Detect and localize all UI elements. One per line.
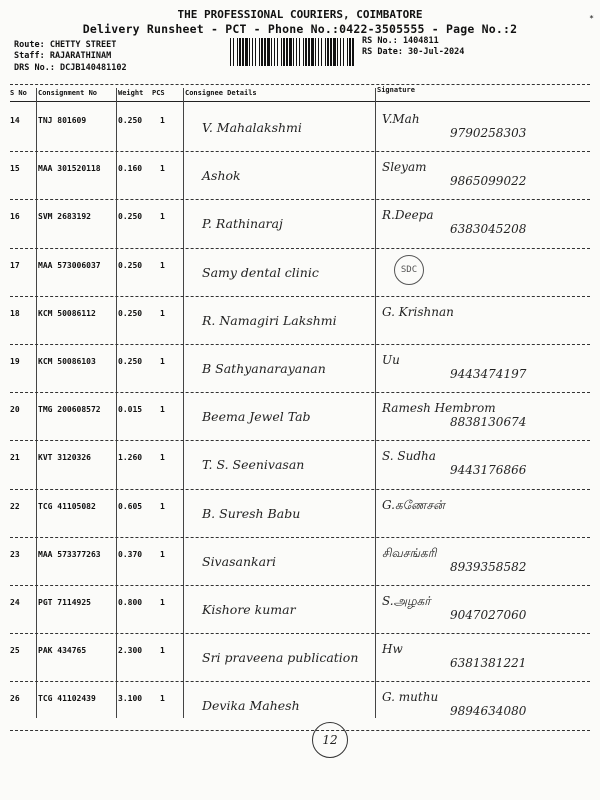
row-pcs: 1 [160, 116, 165, 125]
barcode-bar [286, 38, 288, 66]
table-row [10, 586, 590, 634]
barcode-bar [347, 38, 348, 66]
route-label: Route: CHETTY STREET [14, 40, 117, 50]
row-consignee: Beema Jewel Tab [202, 409, 311, 425]
row-consignee: Sivasankari [202, 553, 276, 569]
barcode-bar [315, 38, 316, 66]
barcode-bar [245, 38, 248, 66]
row-consignment-no: MAA 573006037 [38, 260, 101, 270]
row-consignee: Samy dental clinic [202, 264, 319, 280]
row-stamp: SDC [394, 255, 424, 285]
table-row [10, 682, 590, 730]
barcode-bar [274, 38, 275, 66]
barcode-bar [249, 38, 250, 66]
row-pcs: 1 [160, 501, 165, 511]
table-row [10, 152, 590, 200]
row-consignee: B Sathyanarayanan [202, 361, 326, 376]
barcode-bar [299, 38, 300, 66]
row-sno: 24 [10, 598, 20, 607]
row-consignee: Ashok [202, 168, 241, 184]
row-weight: 3.100 [118, 694, 143, 704]
barcode-bar [308, 38, 310, 66]
row-pcs: 1 [160, 308, 165, 318]
row-weight: 0.250 [118, 212, 143, 222]
row-pcs: 1 [160, 357, 165, 366]
divider [10, 84, 590, 85]
row-consignee: R. Namagiri Lakshmi [202, 312, 337, 328]
row-phone: 9443474197 [450, 367, 527, 381]
barcode-bar [296, 38, 297, 66]
barcode-bar [352, 38, 354, 66]
barcode-bar [327, 38, 329, 66]
table-row [10, 634, 590, 682]
row-consignment-no: TMG 200608572 [38, 405, 101, 415]
row-consignment-no: KCM 50086112 [38, 308, 96, 318]
table-row [10, 441, 590, 489]
barcode-bar [237, 38, 238, 66]
barcode-bar [289, 38, 292, 66]
row-consignee: T. S. Seenivasan [202, 457, 305, 473]
barcode-bar [259, 38, 260, 66]
row-sno: 25 [10, 646, 20, 656]
page-mark: 12 [312, 722, 348, 758]
row-consignee: Sri praveena publication [202, 650, 359, 666]
table-row [10, 249, 590, 297]
table-row [10, 345, 590, 393]
barcode-bar [311, 38, 314, 66]
barcode-bar [318, 38, 319, 66]
barcode-bar [230, 38, 231, 66]
table-row [10, 393, 590, 441]
row-pcs: 1 [160, 598, 165, 607]
row-signature: G. Krishnan [382, 304, 454, 319]
table-row [10, 538, 590, 586]
row-pcs: 1 [160, 453, 165, 463]
row-signature: Sleyam [382, 160, 427, 175]
row-consignment-no: MAA 301520118 [38, 164, 101, 174]
barcode-bar [277, 38, 278, 66]
row-pcs: 1 [160, 260, 165, 270]
row-signature: S.அழகர் [382, 594, 431, 608]
row-pcs: 1 [160, 549, 165, 559]
row-phone: 6381381221 [450, 656, 527, 671]
row-signature: Hw [382, 642, 403, 657]
barcode-bar [233, 38, 234, 66]
table-row [10, 104, 590, 152]
row-weight: 0.250 [118, 308, 143, 318]
row-sno: 23 [10, 549, 20, 559]
row-consignee: Kishore kumar [202, 602, 296, 617]
rs-date: RS Date: 30-Jul-2024 [362, 47, 465, 57]
row-consignment-no: KCM 50086103 [38, 357, 96, 366]
barcode-bar [264, 38, 266, 66]
row-sno: 14 [10, 116, 20, 125]
barcode-bar [305, 38, 307, 66]
row-weight: 0.250 [118, 260, 143, 270]
barcode-bar [340, 38, 341, 66]
barcode-bar [343, 38, 344, 66]
row-signature: Ramesh Hembrom [382, 401, 496, 416]
col-weight: Weight [118, 89, 144, 97]
barcode-bar [261, 38, 263, 66]
staff-label: Staff: RAJARATHINAM [14, 51, 112, 61]
row-signature: G. muthu [382, 690, 439, 705]
row-phone: 9790258303 [450, 126, 527, 140]
row-consignee: P. Rathinaraj [202, 216, 283, 232]
row-consignment-no: MAA 573377263 [38, 549, 101, 559]
row-pcs: 1 [160, 646, 165, 656]
company-title: THE PROFESSIONAL COURIERS, COIMBATORE [177, 8, 423, 21]
table-row [10, 490, 590, 538]
barcode-bar [337, 38, 338, 66]
row-consignee: Devika Mahesh [202, 698, 300, 714]
row-consignment-no: SVM 2683192 [38, 212, 91, 222]
row-pcs: 1 [160, 212, 165, 222]
col-sno: S No [10, 89, 27, 97]
barcode-bar [325, 38, 326, 66]
row-pcs: 1 [160, 405, 165, 415]
barcode-bar [333, 38, 336, 66]
row-consignment-no: PGT 7114925 [38, 598, 91, 607]
col-consignment: Consignment No [38, 89, 98, 97]
col-signature: Signature [377, 86, 415, 94]
table-row [10, 200, 590, 248]
barcode-bar [255, 38, 256, 66]
row-consignment-no: KVT 3120326 [38, 453, 91, 463]
row-consignment-no: TCG 41105082 [38, 501, 96, 511]
row-consignment-no: PAK 434765 [38, 646, 87, 656]
barcode-bar [303, 38, 304, 66]
row-signature: Uu [382, 353, 400, 367]
barcode-bar [293, 38, 294, 66]
barcode-bar [239, 38, 241, 66]
row-phone: 9443176866 [450, 463, 527, 478]
row-weight: 0.605 [118, 501, 143, 511]
corner-mark: * [589, 14, 594, 23]
row-phone: 8939358582 [450, 559, 527, 574]
row-phone: 6383045208 [450, 222, 527, 237]
row-signature: S. Sudha [382, 449, 436, 464]
row-weight: 1.260 [118, 453, 143, 463]
row-signature: V.Mah [382, 112, 420, 126]
row-sno: 15 [10, 164, 20, 174]
row-consignment-no: TNJ 801609 [38, 116, 87, 125]
row-pcs: 1 [160, 164, 165, 174]
row-divider [10, 730, 590, 731]
row-sno: 22 [10, 501, 20, 511]
barcode-bar [281, 38, 282, 66]
rs-number: RS No.: 1404811 [362, 36, 439, 46]
row-sno: 26 [10, 694, 20, 704]
barcode-bar [267, 38, 270, 66]
row-weight: 0.015 [118, 405, 143, 415]
drs-number: DRS No.: DCJB140481102 [14, 63, 127, 73]
col-consignee: Consignee Details [185, 89, 257, 97]
row-signature: சிவசங்கரி [382, 545, 437, 560]
barcode-bar [349, 38, 351, 66]
row-phone: 9047027060 [450, 608, 527, 622]
row-signature: R.Deepa [382, 208, 434, 223]
table-row [10, 297, 590, 345]
barcode [230, 38, 354, 66]
row-consignment-no: TCG 41102439 [38, 694, 96, 704]
row-consignee: B. Suresh Babu [202, 505, 301, 521]
row-weight: 2.300 [118, 646, 143, 656]
barcode-bar [283, 38, 285, 66]
row-sno: 21 [10, 453, 20, 463]
header-rule [10, 101, 590, 102]
barcode-bar [321, 38, 322, 66]
barcode-bar [330, 38, 332, 66]
row-signature: G.கணேசன் [382, 497, 445, 512]
row-sno: 16 [10, 212, 20, 222]
table-header [10, 88, 590, 100]
barcode-bar [252, 38, 253, 66]
row-sno: 19 [10, 357, 20, 366]
barcode-bar [242, 38, 244, 66]
col-pcs: PCS [152, 89, 165, 97]
row-weight: 0.370 [118, 549, 143, 559]
barcode-bar [271, 38, 272, 66]
row-phone: 9894634080 [450, 704, 527, 719]
row-phone: 9865099022 [450, 174, 527, 189]
row-weight: 0.250 [118, 357, 143, 366]
row-phone: 8838130674 [450, 415, 527, 430]
row-consignee: V. Mahalakshmi [202, 120, 302, 135]
runsheet-subtitle: Delivery Runsheet - PCT - Phone No.:0422-3505555 - Page No.:2 [82, 22, 518, 36]
row-weight: 0.250 [118, 116, 143, 125]
row-sno: 17 [10, 260, 20, 270]
row-sno: 18 [10, 308, 20, 318]
row-weight: 0.800 [118, 598, 143, 607]
row-sno: 20 [10, 405, 20, 415]
row-weight: 0.160 [118, 164, 143, 174]
row-pcs: 1 [160, 694, 165, 704]
